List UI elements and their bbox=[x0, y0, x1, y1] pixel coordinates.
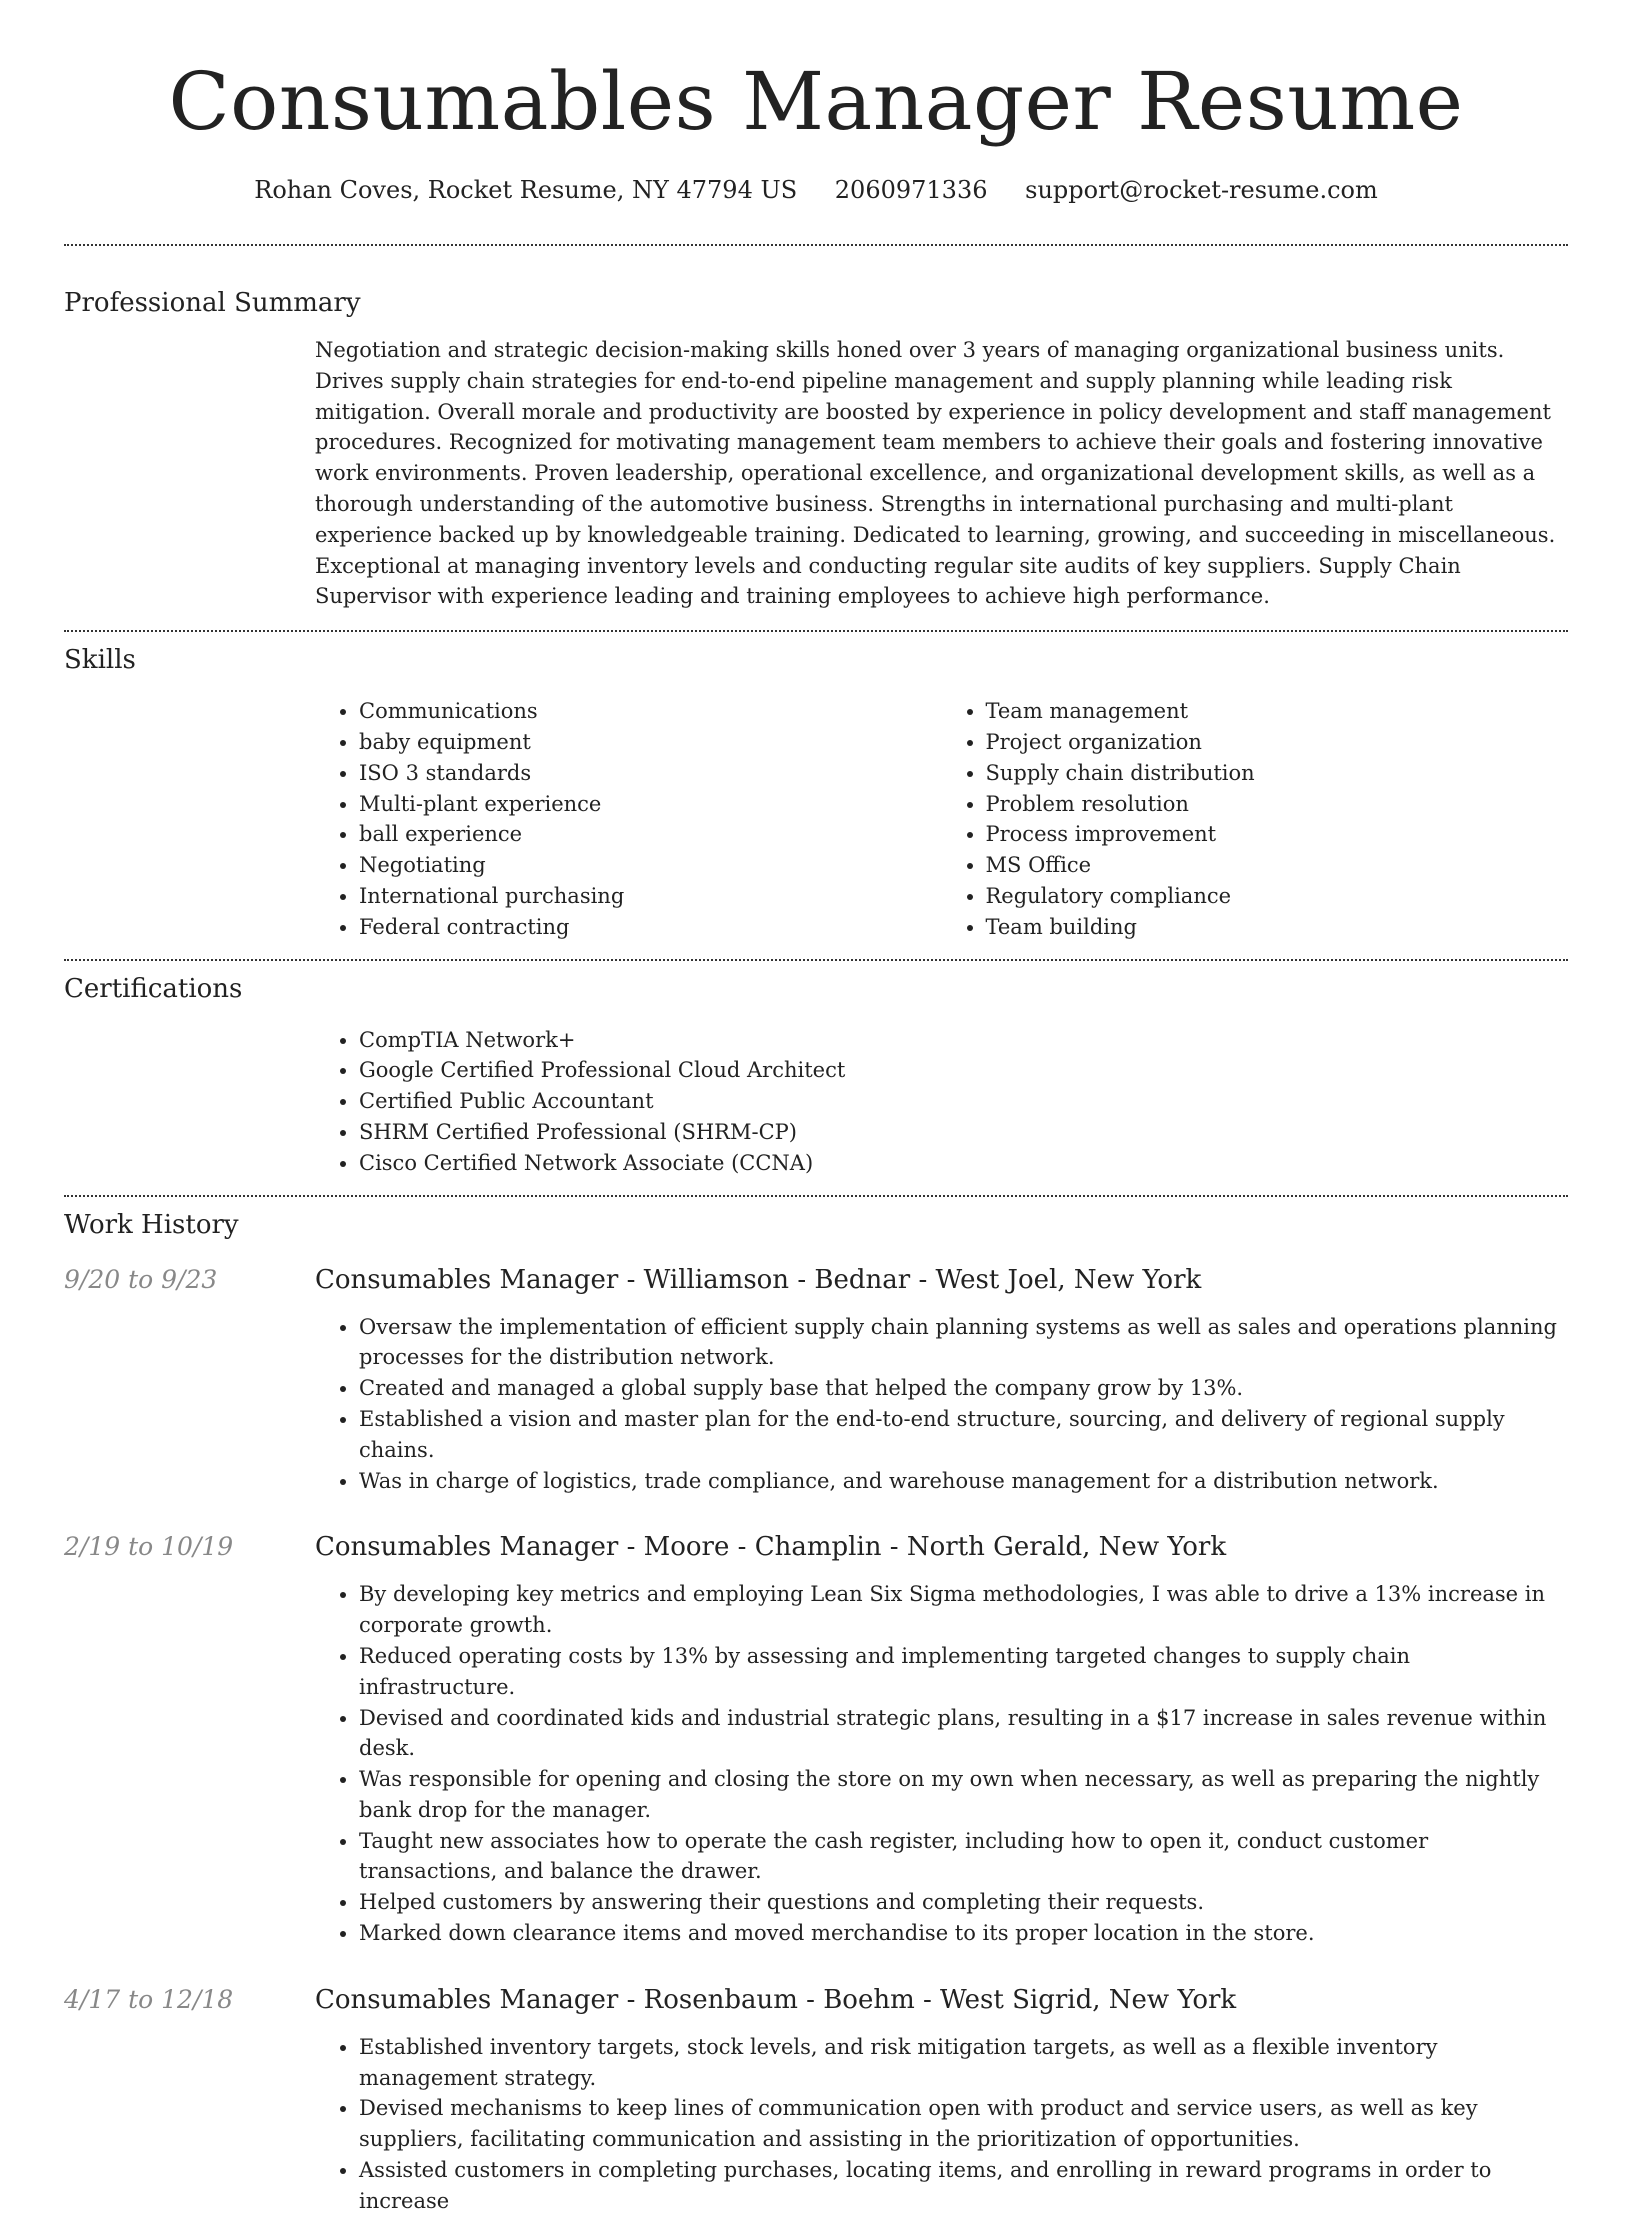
job-entry bbox=[64, 1983, 1568, 2217]
job-responsibilities bbox=[315, 1579, 1568, 1949]
job-header bbox=[64, 1983, 1568, 2017]
job-title: Consumables Manager - Rosenbaum - Boehm - West Sigrid, New York bbox=[315, 1984, 1237, 2015]
job-bullet-list bbox=[315, 1579, 1568, 1949]
job-bullet: • Assisted customers in completing purchases, locating items, and enrolling in reward programs in order to increase bbox=[359, 2155, 1568, 2217]
skill-item: • ball experience bbox=[359, 819, 942, 850]
skill-item: • Multi-plant experience bbox=[359, 789, 942, 820]
section-title-certifications: Certifications bbox=[64, 973, 243, 1004]
divider-certifications bbox=[64, 1195, 1568, 1197]
skill-item: • Communications bbox=[359, 696, 942, 727]
divider-summary bbox=[64, 630, 1568, 632]
skill-item: • Team management bbox=[986, 696, 1569, 727]
job-bullet: • Marked down clearance items and moved merchandise to its proper location in the store. bbox=[359, 1918, 1568, 1949]
certification-item: • Google Certified Professional Cloud Architect bbox=[359, 1055, 1568, 1086]
contact-address: Rohan Coves, Rocket Resume, NY 47794 US bbox=[254, 176, 798, 204]
job-entry bbox=[64, 1263, 1568, 1497]
job-bullet: • Reduced operating costs by 13% by assessing and implementing targeted changes to supply chain infrastructure. bbox=[359, 1641, 1568, 1703]
job-title: Consumables Manager - Williamson - Bednar - West Joel, New York bbox=[315, 1264, 1202, 1295]
skill-item: • Process improvement bbox=[986, 819, 1569, 850]
contact-email: support@rocket-resume.com bbox=[1025, 176, 1378, 204]
job-bullet: • Devised and coordinated kids and industrial strategic plans, resulting in a $17 increase in sales revenue within desk. bbox=[359, 1703, 1568, 1765]
skill-item: • Regulatory compliance bbox=[986, 881, 1569, 912]
section-title-work-history: Work History bbox=[64, 1209, 239, 1240]
job-bullet: • Established a vision and master plan for the end-to-end structure, sourcing, and delivery of regional supply chains. bbox=[359, 1404, 1568, 1466]
contact-phone: 2060971336 bbox=[834, 176, 988, 204]
job-bullet: • Taught new associates how to operate the cash register, including how to open it, conduct customer transactions, and balance the drawer. bbox=[359, 1826, 1568, 1888]
contact-line bbox=[64, 174, 1568, 206]
job-bullet: • Helped customers by answering their questions and completing their requests. bbox=[359, 1887, 1568, 1918]
job-bullet: • Was in charge of logistics, trade compliance, and warehouse management for a distribution network. bbox=[359, 1466, 1568, 1497]
job-dates: 2/19 to 10/19 bbox=[64, 1532, 234, 1562]
certifications-list bbox=[315, 1025, 1568, 1179]
job-dates: 4/17 to 12/18 bbox=[64, 1984, 234, 2014]
skill-item: • baby equipment bbox=[359, 727, 942, 758]
skill-item: • Supply chain distribution bbox=[986, 758, 1569, 789]
summary-text: Negotiation and strategic decision-making skills honed over 3 years of managing organizational business units. Drives supply chain strategies for end-to-end pipeline management and supply planning while leading risk mitigation. Overall morale and productivity are boosted by experience in policy development and staff management procedures. Recognized for motivating management team members to achieve their goals and fostering innovative work environments. Proven leadership, operational excellence, and organizational development skills, as well as a thorough understanding of the automotive business. Strengths in international purchasing and multi-plant experience backed up by knowledgeable training. Dedicated to learning, growing, and succeeding in miscellaneous. Exceptional at managing inventory levels and conducting regular site audits of key suppliers. Supply Chain Supervisor with experience leading and training employees to achieve high performance. bbox=[315, 338, 1556, 609]
job-dates: 9/20 to 9/23 bbox=[64, 1264, 218, 1294]
certifications-items bbox=[315, 1025, 1568, 1179]
certification-item: • Certified Public Accountant bbox=[359, 1086, 1568, 1117]
job-entry bbox=[64, 1530, 1568, 1949]
job-bullet: • Devised mechanisms to keep lines of communication open with product and service users, as well as key suppliers, facilitating communication and assisting in the prioritization of opportunities. bbox=[359, 2093, 1568, 2155]
section-title-summary: Professional Summary bbox=[64, 288, 361, 318]
job-bullet-list bbox=[315, 2032, 1568, 2217]
summary-content bbox=[315, 335, 1568, 612]
job-bullet: • Created and managed a global supply base that helped the company grow by 13%. bbox=[359, 1373, 1568, 1404]
skills-column-right bbox=[942, 696, 1569, 942]
job-bullet: • Oversaw the implementation of efficient supply chain planning systems as well as sales and operations planning processes for the distribution network. bbox=[359, 1312, 1568, 1374]
skill-item: • Negotiating bbox=[359, 850, 942, 881]
certification-item: • SHRM Certified Professional (SHRM-CP) bbox=[359, 1117, 1568, 1148]
skills-list bbox=[315, 696, 1568, 942]
skill-item: • International purchasing bbox=[359, 881, 942, 912]
certification-item: • CompTIA Network+ bbox=[359, 1025, 1568, 1056]
skill-item: • Team building bbox=[986, 912, 1569, 943]
work-history-list bbox=[64, 1263, 1568, 2217]
skill-item: • Project organization bbox=[986, 727, 1569, 758]
divider-header bbox=[64, 244, 1568, 246]
job-bullet-list bbox=[315, 1312, 1568, 1497]
job-bullet: • Was responsible for opening and closing the store on my own when necessary, as well as preparing the nightly bank drop for the manager. bbox=[359, 1764, 1568, 1826]
job-title: Consumables Manager - Moore - Champlin - North Gerald, New York bbox=[315, 1532, 1227, 1563]
job-header bbox=[64, 1263, 1568, 1297]
skill-item: • ISO 3 standards bbox=[359, 758, 942, 789]
skill-item: • Federal contracting bbox=[359, 912, 942, 943]
divider-skills bbox=[64, 959, 1568, 961]
job-header bbox=[64, 1530, 1568, 1564]
section-title-skills: Skills bbox=[64, 645, 136, 676]
skill-item: • Problem resolution bbox=[986, 789, 1569, 820]
skills-column-left bbox=[315, 696, 942, 942]
job-bullet: • By developing key metrics and employing Lean Six Sigma methodologies, I was able to drive a 13% increase in corporate growth. bbox=[359, 1579, 1568, 1641]
job-bullet: • Established inventory targets, stock levels, and risk mitigation targets, as well as a flexible inventory management strategy. bbox=[359, 2032, 1568, 2094]
page-title: Consumables Manager Resume bbox=[168, 55, 1464, 148]
job-responsibilities bbox=[315, 1312, 1568, 1497]
certification-item: • Cisco Certified Network Associate (CCNA) bbox=[359, 1148, 1568, 1179]
job-responsibilities bbox=[315, 2032, 1568, 2217]
skill-item: • MS Office bbox=[986, 850, 1569, 881]
